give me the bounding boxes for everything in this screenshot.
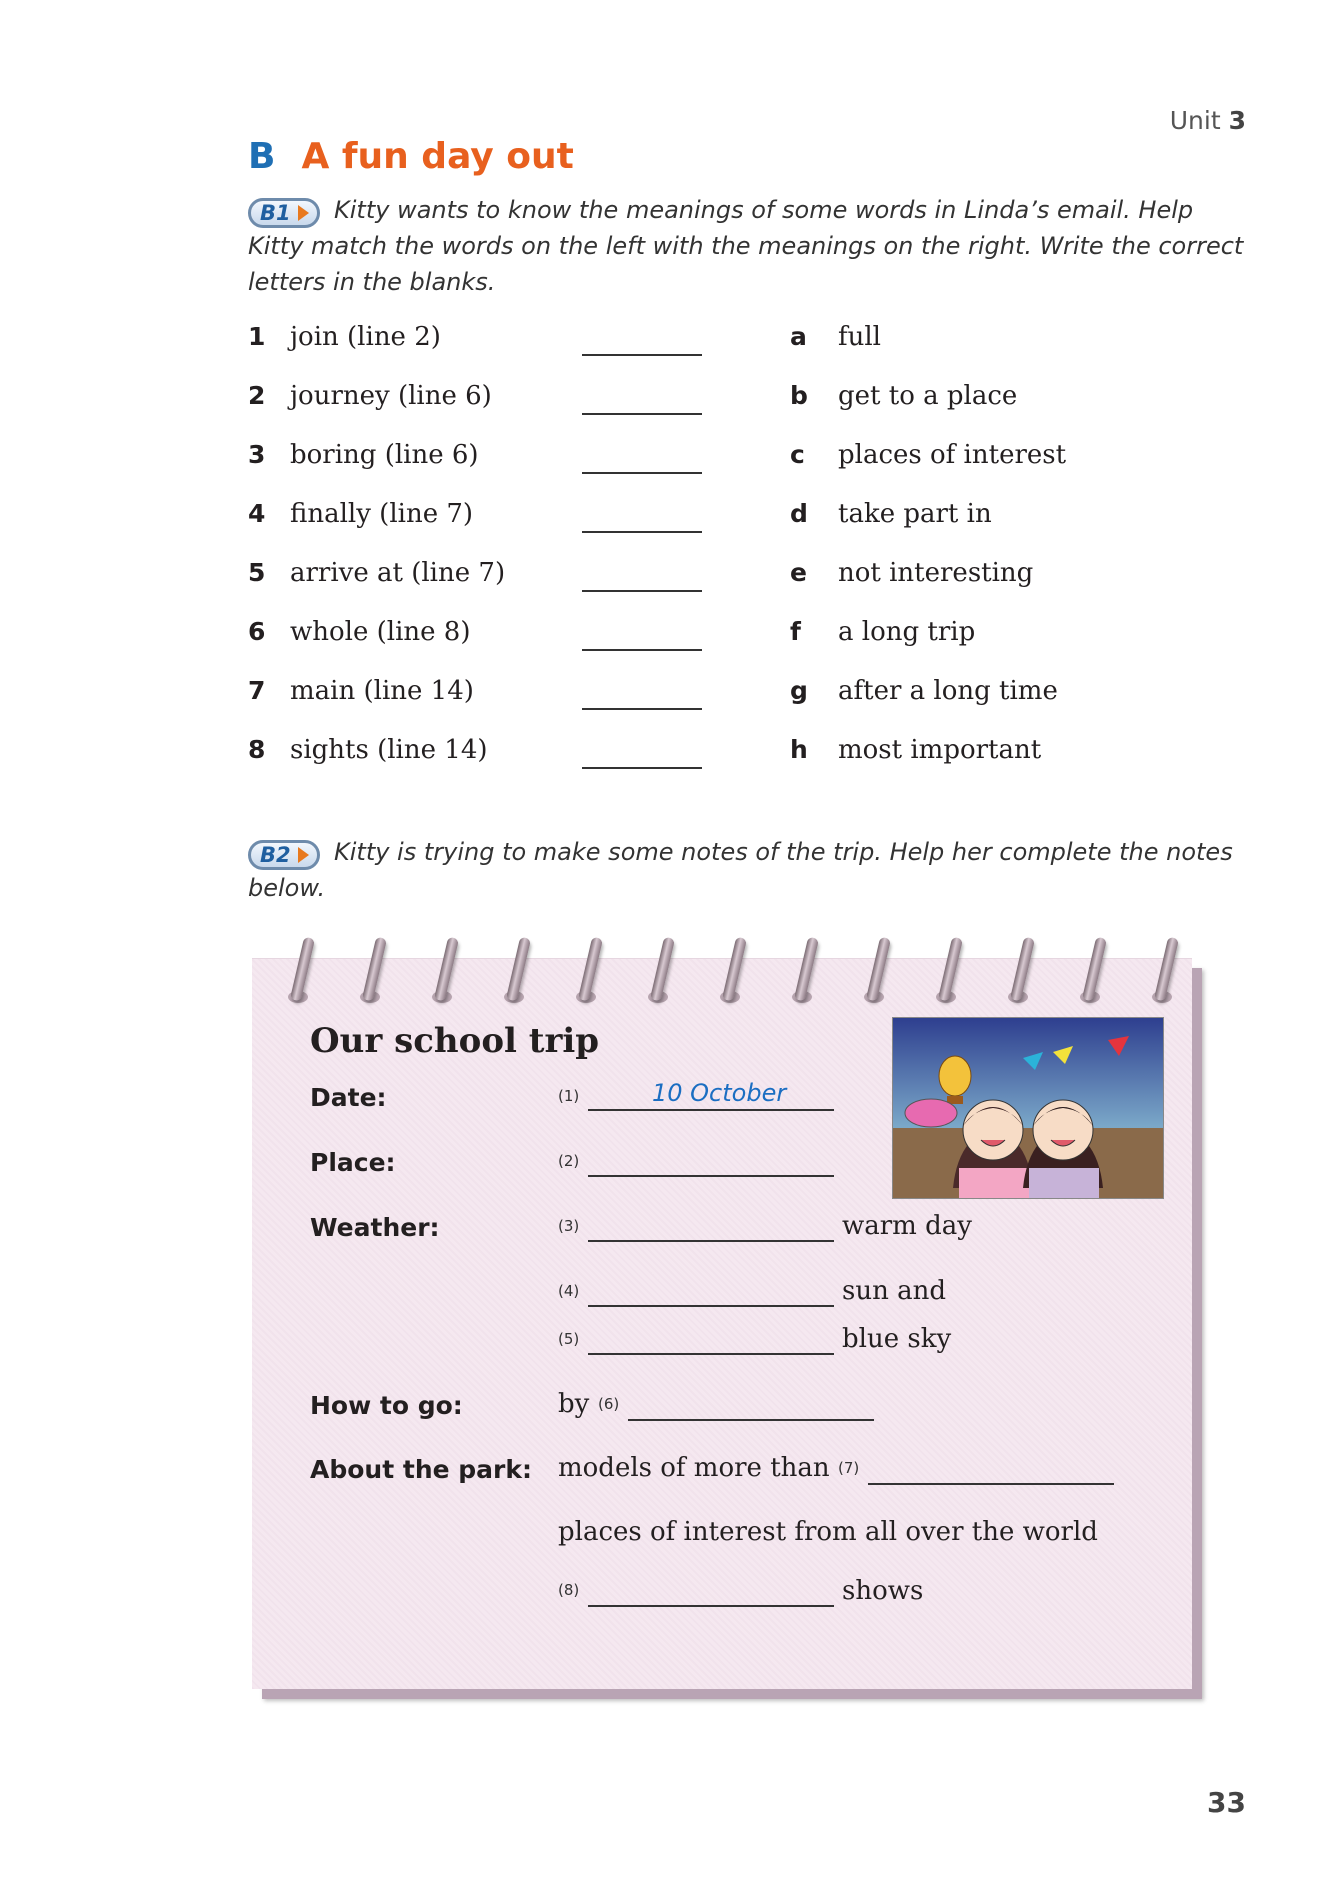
- spiral-ring-icon: [362, 937, 387, 1002]
- b2-instruction: [248, 834, 1248, 906]
- b1-tag-label: B1: [260, 201, 291, 225]
- item-number: 5: [248, 558, 266, 587]
- answer-blank[interactable]: [582, 413, 702, 415]
- spiral-ring-icon: [938, 937, 963, 1002]
- blank-number: (6): [598, 1395, 620, 1413]
- transport-blank[interactable]: [628, 1419, 874, 1421]
- meaning-text: get to a place: [838, 381, 1018, 411]
- item-word: arrive at (line 7): [290, 558, 506, 588]
- item-word: join (line 2): [290, 322, 441, 352]
- meaning-letter: c: [790, 440, 805, 469]
- meaning-letter: e: [790, 558, 807, 587]
- section-heading: [248, 136, 574, 177]
- answer-blank[interactable]: [582, 767, 702, 769]
- weather-blank-2[interactable]: [588, 1305, 834, 1307]
- play-arrow-icon: [298, 205, 309, 221]
- item-number: 8: [248, 735, 266, 764]
- about-park-label: About the park:: [310, 1455, 532, 1484]
- blank-number: (7): [838, 1459, 860, 1477]
- meaning-text: places of interest: [838, 440, 1067, 470]
- b2-instruction-text: Kitty is trying to make some notes of the trip. Help her complete the notes below.: [248, 838, 1233, 902]
- place-blank[interactable]: [588, 1175, 834, 1177]
- spiral-ring-icon: [722, 937, 747, 1002]
- date-answer: 10 October: [652, 1079, 787, 1107]
- b1-tag-badge: [248, 198, 320, 228]
- meaning-letter: d: [790, 499, 808, 528]
- play-arrow-icon: [298, 847, 309, 863]
- meaning-letter: a: [790, 322, 807, 351]
- by-text: by: [558, 1389, 590, 1419]
- b2-tag-label: B2: [260, 843, 291, 867]
- how-to-go-label: How to go:: [310, 1391, 463, 1420]
- item-word: boring (line 6): [290, 440, 479, 470]
- answer-blank[interactable]: [582, 531, 702, 533]
- b1-instruction-text: Kitty wants to know the meanings of some words in Linda’s email. Help Kitty match the words on the left with the meanings on the right. Write the correct letters in the blanks.: [248, 196, 1244, 296]
- shows-text: shows: [842, 1576, 924, 1606]
- weather-blank-1[interactable]: [588, 1240, 834, 1242]
- match-row: [248, 381, 1108, 421]
- match-row: [248, 322, 1108, 362]
- meaning-letter: h: [790, 735, 808, 764]
- unit-label: [1170, 106, 1246, 135]
- match-row: [248, 617, 1108, 657]
- place-label: Place:: [310, 1148, 396, 1177]
- meaning-text: a long trip: [838, 617, 976, 647]
- page-number: 33: [1207, 1786, 1246, 1819]
- item-word: whole (line 8): [290, 617, 471, 647]
- item-number: 1: [248, 322, 266, 351]
- b1-instruction: [248, 192, 1248, 300]
- blue-sky-text: blue sky: [842, 1324, 952, 1354]
- match-row: [248, 676, 1108, 716]
- b2-tag-badge: [248, 840, 320, 870]
- meaning-letter: b: [790, 381, 808, 410]
- answer-blank[interactable]: [582, 708, 702, 710]
- spiral-ring-icon: [1154, 937, 1179, 1002]
- match-row: [248, 440, 1108, 480]
- item-word: main (line 14): [290, 676, 474, 706]
- match-row: [248, 735, 1108, 775]
- children-at-park-illustration: [893, 1018, 1163, 1198]
- blank-number: (1): [558, 1087, 580, 1105]
- meaning-text: not interesting: [838, 558, 1034, 588]
- meaning-text: full: [838, 322, 881, 352]
- models-count-blank[interactable]: [868, 1483, 1114, 1485]
- item-number: 7: [248, 676, 266, 705]
- unit-number: 3: [1228, 106, 1246, 135]
- blank-number: (4): [558, 1282, 580, 1300]
- answer-blank[interactable]: [582, 354, 702, 356]
- answer-blank[interactable]: [582, 649, 702, 651]
- spiral-ring-icon: [434, 937, 459, 1002]
- item-number: 6: [248, 617, 266, 646]
- item-number: 4: [248, 499, 266, 528]
- blank-number: (2): [558, 1152, 580, 1170]
- item-word: finally (line 7): [290, 499, 474, 529]
- trip-illustration: [892, 1017, 1164, 1199]
- spiral-ring-icon: [1010, 937, 1035, 1002]
- meaning-letter: f: [790, 617, 801, 646]
- item-number: 2: [248, 381, 266, 410]
- weather-blank-3[interactable]: [588, 1353, 834, 1355]
- blank-number: (5): [558, 1330, 580, 1348]
- answer-blank[interactable]: [582, 590, 702, 592]
- blank-number: (3): [558, 1217, 580, 1235]
- meaning-text: take part in: [838, 499, 992, 529]
- unit-word: Unit: [1169, 106, 1221, 135]
- meaning-text: most important: [838, 735, 1042, 765]
- weather-label: Weather:: [310, 1213, 440, 1242]
- notepad: [252, 958, 1192, 1689]
- spiral-ring-icon: [578, 937, 603, 1002]
- models-text: models of more than: [558, 1453, 830, 1483]
- blank-number: (8): [558, 1581, 580, 1599]
- meaning-letter: g: [790, 676, 808, 705]
- spiral-ring-icon: [794, 937, 819, 1002]
- item-number: 3: [248, 440, 266, 469]
- places-text: places of interest from all over the world: [558, 1517, 1098, 1547]
- answer-blank[interactable]: [582, 472, 702, 474]
- shows-blank[interactable]: [588, 1605, 834, 1607]
- match-row: [248, 499, 1108, 539]
- spiral-ring-icon: [506, 937, 531, 1002]
- item-word: journey (line 6): [290, 381, 492, 411]
- spiral-ring-icon: [290, 937, 315, 1002]
- match-row: [248, 558, 1108, 598]
- spiral-ring-icon: [650, 937, 675, 1002]
- section-letter: B: [248, 136, 276, 177]
- meaning-text: after a long time: [838, 676, 1058, 706]
- sun-and-text: sun and: [842, 1276, 946, 1306]
- notes-title: Our school trip: [310, 1021, 600, 1061]
- spiral-ring-icon: [1082, 937, 1107, 1002]
- spiral-ring-icon: [866, 937, 891, 1002]
- date-label: Date:: [310, 1083, 387, 1112]
- section-title: A fun day out: [301, 136, 574, 177]
- date-blank[interactable]: [588, 1109, 834, 1111]
- warm-day-text: warm day: [842, 1211, 972, 1241]
- item-word: sights (line 14): [290, 735, 488, 765]
